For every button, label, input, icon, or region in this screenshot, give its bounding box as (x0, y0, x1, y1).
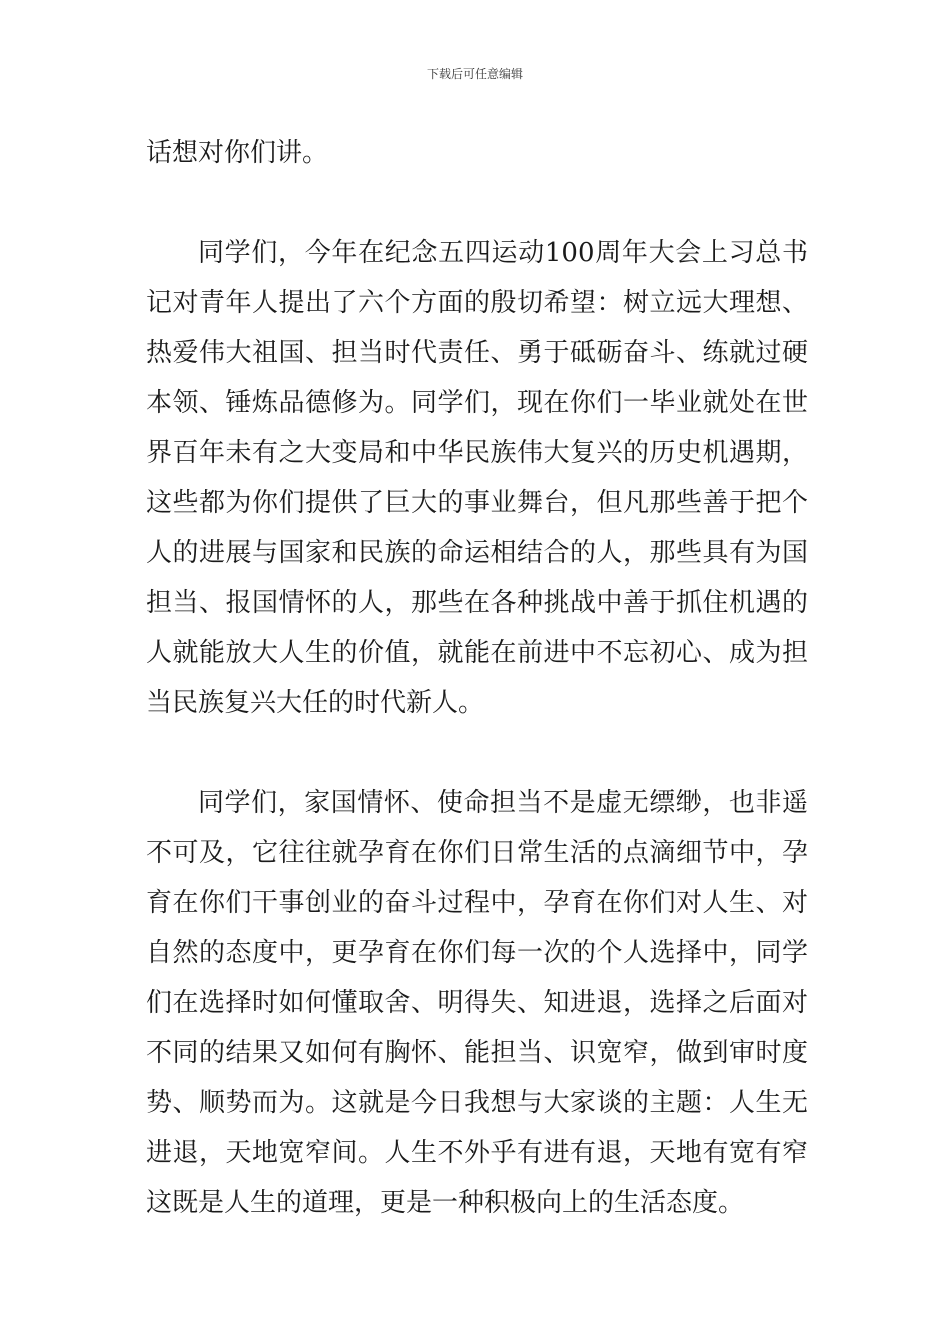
paragraph-youth-expectations: 同学们，今年在纪念五四运动100周年大会上习总书记对青年人提出了六个方面的殷切希望：树立远大理想、热爱伟大祖国、担当时代责任、勇于砥砺奋斗、练就过硬本领、锤炼品德修为。同学们，现在你们一毕业就处在世界百年未有之大变局和中华民族伟大复兴的历史机遇期，这些都为你们提供了巨大的事业舞台，但凡那些善于把个人的进展与国家和民族的命运相结合的人，那些具有为国担当、报国情怀的人，那些在各种挑战中善于抓住机遇的人就能放大人生的价值，就能在前进中不忘初心、成为担当民族复兴大任的时代新人。 (146, 238, 808, 718)
header-note: 下载后可任意编辑 (426, 67, 523, 81)
paragraph-life-choices: 同学们，家国情怀、使命担当不是虚无缥缈，也非遥不可及，它往往就孕育在你们日常生活的点滴细节中，孕育在你们干事创业的奋斗过程中，孕育在你们对人生、对自然的态度中，更孕育在你们每一次的个人选择中，同学们在选择时如何懂取舍、明得失、知进退，选择之后面对不同的结果又如何有胸怀、能担当、识宽窄，做到审时度势、顺势而为。这就是今日我想与大家谈的主题：人生无进退，天地宽窄间。人生不外乎有进有退，天地有宽有窄这既是人生的道理，更是一种积极向上的生活态度。 (146, 788, 808, 1218)
paragraph-spacer (146, 178, 808, 228)
paragraph-continuation: 话想对你们讲。 (146, 138, 329, 168)
document-body (146, 128, 808, 1228)
paragraph-spacer (146, 728, 808, 778)
